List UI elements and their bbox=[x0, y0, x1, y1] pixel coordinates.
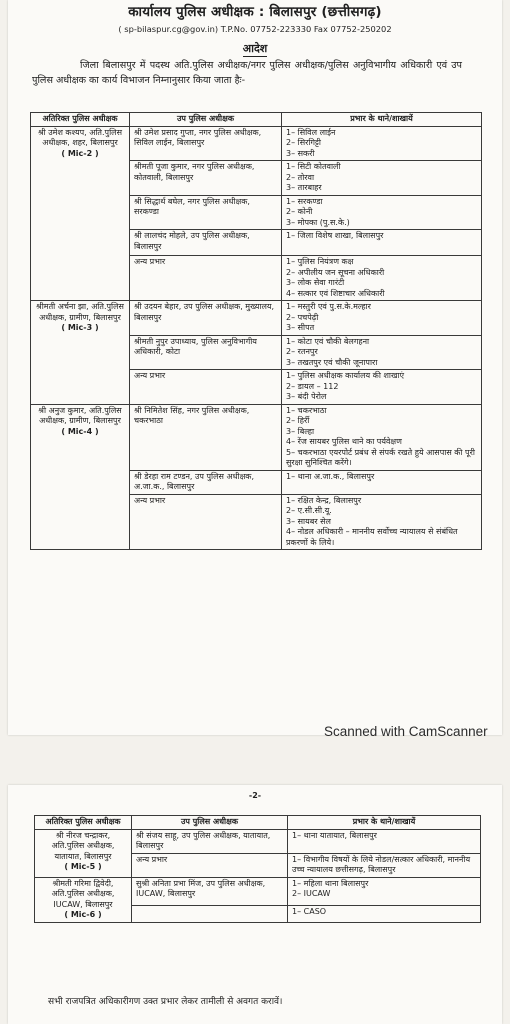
col-header-charge: प्रभार के थाने/शाखायें bbox=[288, 816, 481, 830]
charge-item: 2– सिरगिट्टी bbox=[286, 138, 321, 147]
charge-item: 4– सत्कार एवं शिष्टाचार अधिकारी bbox=[286, 288, 385, 298]
table-row bbox=[31, 404, 482, 470]
dsp-cell: अन्य प्रभार bbox=[130, 370, 282, 405]
charge-item: 1– जिला विशेष शाखा, बिलासपुर bbox=[286, 231, 384, 240]
addl-sp-cell bbox=[35, 877, 132, 922]
charge-item: 3– सायबर सेल bbox=[286, 516, 331, 526]
charge-cell bbox=[288, 906, 481, 922]
charge-item: 1– CASO bbox=[292, 907, 327, 917]
charge-item: 2– ए.सी.सी.यू. bbox=[286, 506, 332, 515]
duty-allocation-table-continued bbox=[34, 815, 481, 923]
charge-item: 1– पुलिस नियंत्रण कक्ष bbox=[286, 257, 354, 266]
office-title: कार्यालय पुलिस अधीक्षक : बिलासपुर (छत्तीसगढ़) bbox=[128, 4, 382, 20]
document-page-2 bbox=[8, 785, 502, 1024]
dsp-cell: अन्य प्रभार bbox=[130, 256, 282, 301]
charge-item: 2– पचपेढ़ी bbox=[286, 312, 319, 322]
dsp-cell: अन्य प्रभार bbox=[132, 853, 288, 877]
charge-cell bbox=[288, 877, 481, 906]
addl-sp-name: श्री नीरज चन्द्राकर, अति.पुलिस अधीक्षक, यातायात, बिलासपुर bbox=[51, 830, 115, 861]
charge-cell bbox=[282, 494, 482, 550]
charge-cell bbox=[282, 195, 482, 230]
mic-code: ( Mic-3 ) bbox=[61, 323, 99, 332]
col-header-dsp: उप पुलिस अधीक्षक bbox=[130, 113, 282, 127]
charge-item: 1– पुलिस अधीक्षक कार्यालय की शाखाएं bbox=[286, 371, 404, 380]
charge-cell bbox=[282, 335, 482, 370]
mic-code: ( Mic-5 ) bbox=[64, 862, 102, 871]
order-heading bbox=[8, 41, 502, 56]
charge-item: 2– कोनी bbox=[286, 207, 313, 216]
charge-item: 3– तारबाहर bbox=[286, 183, 322, 192]
charge-cell bbox=[282, 301, 482, 336]
charge-item: 1– विभागीय विषयों के लिये नोडल/सत्कार अधिकारी, माननीय उच्च न्यायालय छत्तीसगढ़, बिलासपुर bbox=[292, 854, 471, 874]
charge-cell bbox=[282, 470, 482, 494]
charge-item: 3– मोपका (पु.स.के.) bbox=[286, 217, 350, 227]
charge-cell bbox=[288, 853, 481, 877]
charge-item: 1– मस्तुरी एवं पु.स.के.मल्हार bbox=[286, 302, 371, 311]
charge-item: 1– कोटा एवं चौकी बेलगहना bbox=[286, 336, 370, 346]
charge-item: 3– सकरी bbox=[286, 148, 315, 158]
charge-item: 1– चकरभाठा bbox=[286, 405, 327, 415]
charge-cell bbox=[288, 829, 481, 853]
charge-item: 1– महिला थाना बिलासपुर bbox=[292, 878, 369, 888]
charge-item: 1– सरकण्डा bbox=[286, 196, 323, 206]
dsp-cell: श्री सिद्धार्थ बघेल, नगर पुलिस अधीक्षक, सरकण्डा bbox=[130, 195, 282, 230]
intro-paragraph: जिला बिलासपुर में पदस्थ अति.पुलिस अधीक्षक/नगर पुलिस अधीक्षक/पुलिस अनुविभागीय अधिकारी एवं उप पुलिस अधीक्षक का कार्य विभाजन निम्नानुसार किया जाता हैः- bbox=[32, 60, 462, 86]
addl-sp-name: श्री उमेश कश्यप, अति.पुलिस अधीक्षक, शहर, बिलासपुर bbox=[38, 127, 122, 147]
order-label: आदेश bbox=[242, 42, 268, 55]
dsp-cell: श्री उदयन बेहार, उप पुलिस अधीक्षक, मुख्यालय, बिलासपुर bbox=[130, 301, 282, 336]
dsp-cell: श्री लालचंद मोहले, उप पुलिस अधीक्षक, बिलासपुर bbox=[130, 230, 282, 256]
charge-item: 4– नोडल अधिकारी – माननीय सर्वोच्च न्यायालय से संबंधित प्रकरणों के लिये। bbox=[286, 527, 458, 547]
charge-item: 2– अपीलीय जन सूचना अधिकारी bbox=[286, 267, 385, 277]
charge-item: 2– रतनपुर bbox=[286, 347, 318, 356]
footer-note: सभी राजपत्रित अधिकारीगण उक्त प्रभार लेकर तामीली से अवगत करावें। bbox=[48, 997, 283, 1007]
charge-item: 3– बिल्हा bbox=[286, 426, 315, 436]
dsp-cell: श्री उमेश प्रसाद गुप्ता, नगर पुलिस अधीक्षक, सिविल लाईन, बिलासपुर bbox=[130, 126, 282, 161]
col-header-dsp: उप पुलिस अधीक्षक bbox=[132, 816, 288, 830]
table-header-row bbox=[35, 816, 481, 830]
contact-line: ( sp-bilaspur.cg@gov.in) T.P.No. 07752-223330 Fax 07752-250202 bbox=[118, 24, 392, 34]
charge-cell bbox=[282, 404, 482, 470]
charge-cell bbox=[282, 126, 482, 161]
charge-item: 3– तखतपुर एवं चौकी जूनापारा bbox=[286, 357, 378, 367]
charge-item: 3– सीपत bbox=[286, 323, 315, 332]
charge-item: 1– सिविल लाईन bbox=[286, 127, 336, 137]
charge-item: 1– थाना अ.जा.क., बिलासपुर bbox=[286, 471, 375, 481]
charge-item: 1– थाना यातायात, बिलासपुर bbox=[292, 830, 377, 840]
mic-code: ( Mic-6 ) bbox=[64, 910, 102, 919]
charge-item: 2– डायल – 112 bbox=[286, 381, 339, 391]
table-row bbox=[35, 877, 481, 906]
addl-sp-cell bbox=[35, 829, 132, 877]
table-row bbox=[31, 126, 482, 161]
duty-allocation-table bbox=[30, 112, 482, 550]
charge-item: 2– हिर्री bbox=[286, 416, 310, 425]
charge-item: 2– IUCAW bbox=[292, 889, 331, 898]
table-row bbox=[31, 301, 482, 336]
dsp-cell: श्री निमितेश सिंह, नगर पुलिस अधीक्षक, चकरभाठा bbox=[130, 404, 282, 470]
addl-sp-name: श्रीमती गरिमा द्विवेदी, अति.पुलिस अधीक्षक, IUCAW, बिलासपुर bbox=[51, 878, 115, 909]
mic-code: ( Mic-2 ) bbox=[61, 148, 99, 158]
dsp-cell: श्रीमती नुपुर उपाध्याय, पुलिस अनुविभागीय अधिकारी, कोटा bbox=[130, 335, 282, 370]
mic-code: ( Mic-4 ) bbox=[61, 426, 99, 436]
charge-item: 3– बंदी पेरोल bbox=[286, 392, 327, 401]
dsp-cell: सुश्री अनिता प्रभा मिंज, उप पुलिस अधीक्षक, IUCAW, बिलासपुर bbox=[132, 877, 288, 906]
addl-sp-name: श्री अनुज कुमार, अति.पुलिस अधीक्षक, ग्रामीण, बिलासपुर bbox=[38, 405, 122, 425]
col-header-charge: प्रभार के थाने/शाखायें bbox=[282, 113, 482, 127]
charge-item: 1– सिटी कोतवाली bbox=[286, 162, 341, 171]
charge-cell bbox=[282, 161, 482, 196]
dsp-cell bbox=[132, 906, 288, 922]
scanner-watermark: Scanned with CamScanner bbox=[324, 724, 488, 739]
page-number: -2- bbox=[248, 791, 262, 800]
addl-sp-name: श्रीमती अर्चना झा, अति.पुलिस अधीक्षक, ग्रामीण, बिलासपुर bbox=[36, 302, 124, 322]
charge-item: 4– रेंज सायबर पुलिस थाने का पर्यवेक्षण bbox=[286, 437, 402, 446]
charge-item: 1– रक्षित केन्द्र, बिलासपुर bbox=[286, 495, 362, 505]
charge-cell bbox=[282, 230, 482, 256]
charge-cell bbox=[282, 256, 482, 301]
addl-sp-cell bbox=[31, 126, 130, 301]
charge-item: 2– तोरवा bbox=[286, 172, 315, 182]
col-header-addl-sp: अतिरिक्त पुलिस अधीक्षक bbox=[31, 113, 130, 127]
addl-sp-cell bbox=[31, 404, 130, 550]
table-row bbox=[35, 829, 481, 853]
document-page-1 bbox=[8, 0, 502, 739]
addl-sp-cell bbox=[31, 301, 130, 405]
dsp-cell: श्रीमती पूजा कुमार, नगर पुलिस अधीक्षक, कोतवाली, बिलासपुर bbox=[130, 161, 282, 196]
charge-item: 3– लोक सेवा गारंटी bbox=[286, 278, 345, 287]
dsp-cell: श्री संजय साहू, उप पुलिस अधीक्षक, यातायात, बिलासपुर bbox=[132, 829, 288, 853]
charge-cell bbox=[282, 370, 482, 405]
dsp-cell: अन्य प्रभार bbox=[130, 494, 282, 550]
dsp-cell: श्री डेरहा राम टण्डन, उप पुलिस अधीक्षक, अ.जा.क., बिलासपुर bbox=[130, 470, 282, 494]
table-header-row bbox=[31, 113, 482, 127]
charge-item: 5– चकरभाठा एयरपोर्ट प्रबंध से संपर्क रखते हुये आसपास की पूरी सुरक्षा सुनिश्चित करेंगे। bbox=[286, 447, 475, 467]
col-header-addl-sp: अतिरिक्त पुलिस अधीक्षक bbox=[35, 816, 132, 830]
